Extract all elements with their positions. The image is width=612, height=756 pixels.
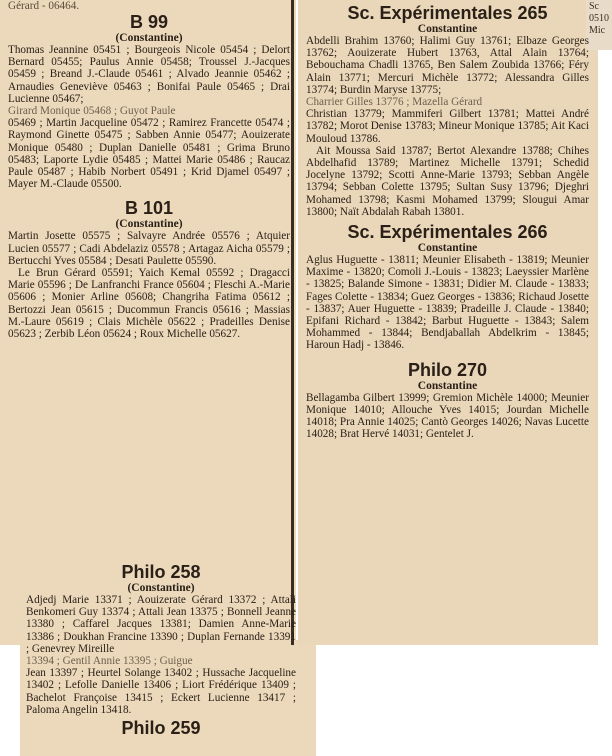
entries-b99-cont: 05469 ; Martin Jacqueline 05472 ; Ramirez Francette 05474 ; Raymond Ginette 05475 ; Sabben Annie 05477; Aouizerate Monique 05480 ; Duplan Danielle 05481 ; Grima Bruno 05483; Laporte Lydie 05485 ; Mattei Marie 05486 ; Raucaz Paule 05487 ; Habib Norbert 05491 ; Krid Djamel 05497 ; Mayer M.-Claude 05500.	[8, 117, 290, 191]
region-sc266: Constantine	[417, 242, 478, 255]
entries-sc265: Abdelli Brahim 13760; Halimi Guy 13761; Elbaze Georges 13762; Aouizerate Hubert 13763, Attal Alain 13764; Bebouchama Chadli 13765, Ben Salem Zoubida 13766; Féry Alain 13771; Mercuri Michèle 13772; Alessandra Gilles 13774; Burdin Maryse 13775;	[306, 35, 589, 96]
entries-sc265-cont2: Ait Moussa Said 13787; Bertot Alexandre 13788; Chihes Abdelhafid 13789; Martinez Michelle 13791; Schedid Jocelyne 13792; Scotti Anne-Marie 13793; Sebban Angèle 13794; Sebban Colette 13795; Sultan Susy 13796; Djeghri Mohamed 13798; Kasmi Mohamed 13799; Slougui Amar 13800; Naït Abdalah Rabah 13801.	[306, 144, 589, 218]
heading-philo258: Philo 258	[121, 562, 201, 582]
obscured-line-b99: Girard Monique 05468 ; Guyot Paule	[8, 105, 176, 118]
right-column	[306, 3, 589, 440]
region-philo270: Constantine	[417, 379, 478, 392]
entries-sc266: Aglus Huguette - 13811; Meunier Elisabeth - 13819; Meunier Maxime - 13820; Comoli J.-Louis - 13823; Laeyssier Marlène - 13825; Balande Simone - 13831; Didier M. Claude - 13833; Fages Colette - 13834; Guez Georges - 13836; Richaud Josette - 13837; Auer Huguette - 13839; Pradeille J. Claude - 13840; Epifani Richard - 13842; Barbut Huguette - 13843; Salem Mohammed - 13844; Bendjaballah Abdelkrim - 13845; Haroun Hadj - 13846.	[306, 254, 589, 352]
heading-b99: B 99	[129, 12, 169, 32]
left-column-lower	[26, 562, 296, 738]
heading-sc266: Sc. Expérimentales 266	[347, 222, 548, 243]
entries-sc265-cont: Christian 13779; Mammiferi Gilbert 13781; Mattei André 13782; Morot Denise 13783; Mineur Monique 13785; Ait Kaci Mouloud 13786.	[306, 108, 589, 145]
region-philo258: (Constantine)	[127, 582, 195, 594]
entries-b101-cont: Le Brun Gérard 05591; Yaich Kemal 05592 ; Dragacci Marie 05596 ; De Lanfranchi France 05604 ; Fleschi A.-Marie 05606 ; Monier Arline 05608; Changriha Fatima 05612 ; Bertozzi Jean 05615 ; Ducommun Francis 05616 ; Massias M.-Laure 05619 ; Clais Michèle 05622 ; Pradeilles Denise 05623 ; Zerbib Léon 05624 ; Roux Michelle 05627.	[8, 267, 290, 341]
column-rule	[291, 0, 294, 645]
entries-philo270: Bellagamba Gilbert 13999; Gremion Michèle 14000; Meunier Monique 14010; Allouche Yves 14015; Jourdan Michelle 14018; Pra Annie 14025; Cantò Georges 14026; Navas Lucette 14028; Brat Hervé 14031; Gentelet J.	[306, 391, 589, 441]
top-fragment: Gérard - 06464.	[8, 0, 80, 12]
obscured-line-sc265: Charrier Gilles 13776 ; Mazella Gérard	[306, 96, 483, 109]
entries-b99: Thomas Jeannine 05451 ; Bourgeois Nicole 05454 ; Delort Bernard 05455; Paulus Annie 05458; Troussel J.-Jacques 05459 ; Breand J.-Claude 05461 ; Alvado Jeannie 05462 ; Arnaudies Geneviève 05463 ; Bonifai Paule 05465 ; Drai Lucienne 05467;	[8, 44, 290, 105]
heading-philo270: Philo 270	[407, 359, 488, 380]
entries-b101: Martin Josette 05575 ; Salvayre Andrée 05576 ; Atquier Lucien 05577 ; Cadi Abdelaziz 05578 ; Artagaz Aicha 05579 ; Bertucchi Yves 05584 ; Desati Paulette 05590.	[8, 230, 290, 267]
obscured-line-philo258: 13394 ; Gentil Annie 13395 ; Guigue	[26, 655, 193, 668]
region-b99: (Constantine)	[115, 32, 183, 44]
heading-b101: B 101	[124, 198, 174, 219]
entries-philo258-cont: Jean 13397 ; Heurtel Solange 13402 ; Hussache Jacqueline 13402 ; Lefolle Danielle 13406 ; Liort Frédérique 13409 ; Bachelot Françoise 13415 ; Eckert Lucienne 13417 ; Paloma Angelin 13418.	[26, 667, 296, 716]
heading-sc265: Sc. Expérimentales 265	[347, 3, 548, 23]
heading-philo259: Philo 259	[121, 718, 201, 739]
left-column	[8, 0, 290, 340]
edge-fragment-text: Sc 0510 Mic	[589, 1, 609, 36]
region-sc265: Constantine	[417, 23, 478, 35]
region-b101: (Constantine)	[115, 218, 183, 231]
entries-philo258: Adjedj Marie 13371 ; Aouizerate Gérard 13372 ; Attali Benkomeri Guy 13374 ; Attali Jean 13375 ; Bonnell Jeanne 13380 ; Caffarel Jacques 13381; Damien Anne-Marie 13386 ; Doukhan Francine 13390 ; Duplan Fernande 13391 ; Genevrey Mireille	[26, 594, 296, 655]
